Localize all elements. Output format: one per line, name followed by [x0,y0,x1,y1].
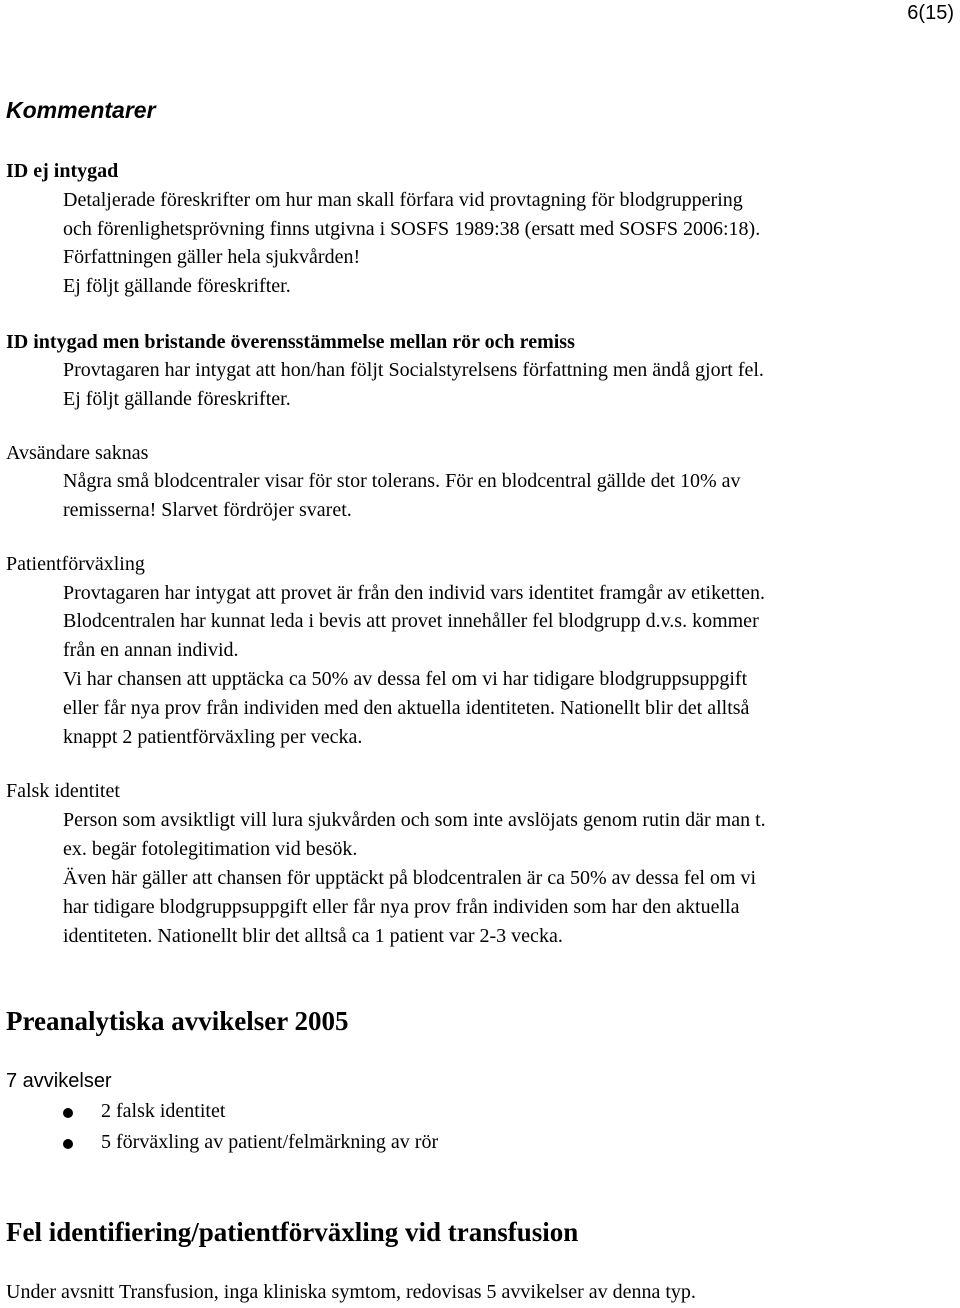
list-item: 5 förväxling av patient/felmärkning av rör [101,1131,439,1153]
section-line: och förenlighetsprövning finns utgivna i SOSFS 1989:38 (ersatt med SOSFS 2006:18). [63,218,761,240]
section-line: Person som avsiktligt vill lura sjukvården och som inte avslöjats genom rutin där man t. [63,809,766,831]
section-line: eller får nya prov från individen med den aktuella identiteten. Nationellt blir det alltså [63,697,750,719]
bullet-icon [63,1108,73,1118]
section-line: har tidigare blodgruppsuppgift eller får nya prov från individen som har den aktuella [63,896,740,918]
kommentarer-heading: Kommentarer [6,97,156,123]
avvikelser-summary: 7 avvikelser [6,1070,112,1092]
section-line: Provtagaren har intygat att hon/han följt Socialstyrelsens författning men ändå gjort fel. [63,359,764,381]
list-item: 2 falsk identitet [101,1100,226,1122]
section-line: knappt 2 patientförväxling per vecka. [63,726,363,748]
section-line: Detaljerade föreskrifter om hur man skall förfara vid provtagning för blodgruppering [63,189,743,211]
section-line: remisserna! Slarvet fördröjer svaret. [63,499,352,521]
section-title-patientforvaxling: Patientförväxling [6,553,145,575]
section-line: Provtagaren har intygat att provet är från den individ vars identitet framgår av etiketten. [63,582,765,604]
section-title-id-ej-intygad: ID ej intygad [6,160,119,182]
section-line: Blodcentralen har kunnat leda i bevis att provet innehåller fel blodgrupp d.v.s. kommer [63,610,759,632]
section-line: Vi har chansen att upptäcka ca 50% av dessa fel om vi har tidigare blodgruppsuppgift [63,668,748,690]
section-line: från en annan individ. [63,639,239,661]
section-line: Ej följt gällande föreskrifter. [63,275,291,297]
section-title-avsandare-saknas: Avsändare saknas [6,442,149,464]
section-line: Författningen gäller hela sjukvården! [63,246,361,268]
section-title-falsk-identitet: Falsk identitet [6,780,120,802]
page-number: 6(15) [907,2,954,24]
section-line: Även här gäller att chansen för upptäckt på blodcentralen är ca 50% av dessa fel om vi [63,867,757,889]
section-line: Ej följt gällande föreskrifter. [63,388,291,410]
bullet-icon [63,1139,73,1149]
section-line: Några små blodcentraler visar för stor tolerans. För en blodcentral gällde det 10% av [63,470,741,492]
preanalytiska-heading: Preanalytiska avvikelser 2005 [6,1006,349,1036]
section-title-id-intygad-bristande: ID intygad men bristande överensstämmelse mellan rör och remiss [6,331,575,353]
section-line: ex. begär fotolegitimation vid besök. [63,838,358,860]
section-line: identiteten. Nationellt blir det alltså ca 1 patient var 2-3 vecka. [63,925,563,947]
transfusion-heading: Fel identifiering/patientförväxling vid transfusion [6,1217,579,1247]
transfusion-text: Under avsnitt Transfusion, inga kliniska symtom, redovisas 5 avvikelser av denna typ. [6,1281,696,1303]
